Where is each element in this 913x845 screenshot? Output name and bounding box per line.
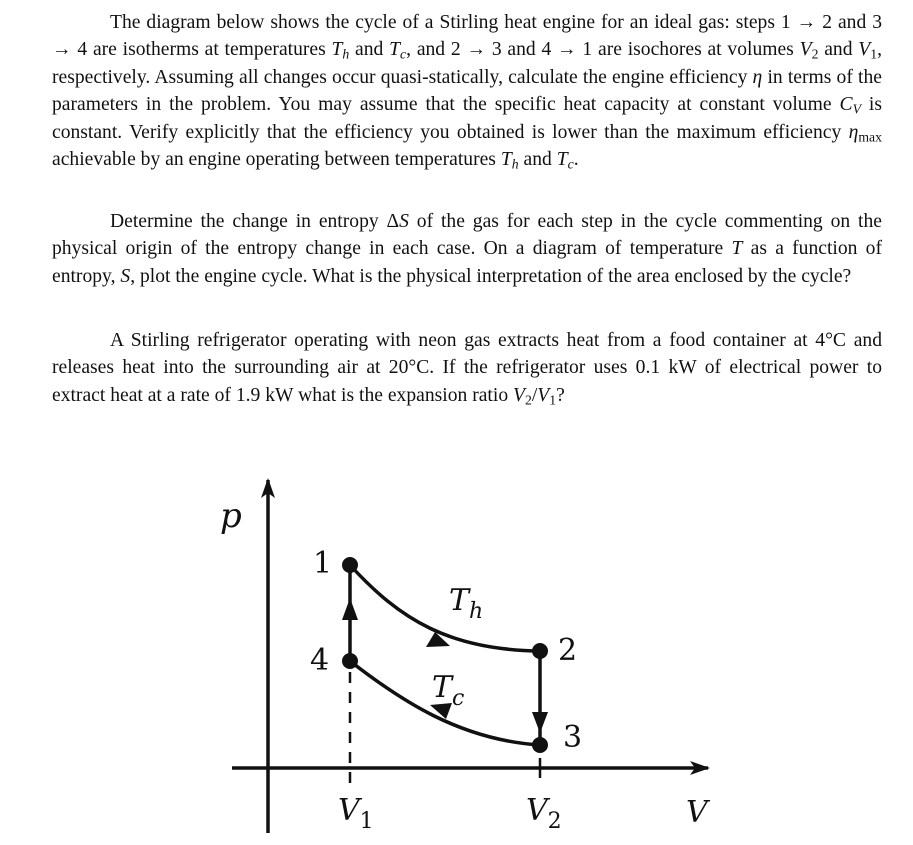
- symbol-th: $T_h$: [331, 39, 350, 62]
- text-run: and: [518, 149, 557, 171]
- point-label-2: 2: [558, 633, 578, 668]
- symbol-tc: $T_c$: [389, 39, 407, 62]
- hot-isotherm-curve: [350, 565, 540, 651]
- text-run: in terms of the parameters in the problem. You may assume that the specific heat capacity at constant volume: [52, 66, 882, 116]
- symbol-eta: η: [752, 66, 763, 88]
- text-run: .: [573, 149, 579, 171]
- symbol-v2: $V_2$: [513, 384, 532, 408]
- symbol-s: S: [399, 211, 409, 232]
- symbol-s: S: [120, 265, 131, 287]
- v1-label: $V_1$: [338, 793, 374, 834]
- v2-label: $V_2$: [526, 793, 562, 834]
- text-run: The diagram below shows the cycle of a Stirling heat engine for an ideal gas: steps 1 → 2 and 3 → 4 are isotherms at temperatures: [52, 12, 882, 61]
- state-point-3: [532, 737, 548, 753]
- arrow-4-1: [342, 598, 358, 620]
- arrow-2-3: [532, 712, 548, 733]
- point-label-4: 4: [310, 643, 330, 678]
- text-run: /: [531, 384, 538, 406]
- th-label: $T_h$: [449, 583, 484, 624]
- state-point-1: [342, 557, 358, 573]
- p-axis-label: p: [220, 496, 242, 536]
- text-run: A Stirling refrigerator operating with neon gas extracts heat from a food container at 4°C and releases heat into the surrounding air at 20°C. If the refrigerator uses 0.1 kW of electrical power to extract heat at a rate of 1.9 kW what is the expansion ratio: [52, 330, 882, 406]
- text-run: , plot the engine cycle. What is the physical interpretation of the area enclosed by the cycle?: [130, 265, 852, 287]
- tc-label: $T_c$: [432, 670, 465, 711]
- text-run: , respectively. Assuming all changes occur quasi-statically, calculate the engine efficiency: [52, 39, 883, 88]
- state-point-2: [532, 643, 548, 659]
- point-label-1: 1: [313, 546, 333, 581]
- text-run: and: [818, 39, 859, 61]
- v-axis-label: V: [686, 795, 708, 830]
- symbol-th: $T_h$: [500, 149, 519, 172]
- symbol-tc: $T_c$: [556, 149, 574, 172]
- text-run: is constant. Verify explicitly that the efficiency you obtained is lower than the maximum efficiency: [52, 94, 882, 143]
- symbol-v1: $V_1$: [858, 39, 878, 62]
- text-run: and: [349, 39, 390, 61]
- text-run: as a function of entropy,: [52, 238, 882, 287]
- symbol-eta-max: $\eta_{max}$: [848, 121, 882, 145]
- problem-paragraph-2: [52, 208, 882, 290]
- symbol-v1: $V_1$: [537, 384, 557, 408]
- text-run: achievable by an engine operating between temperatures: [52, 149, 501, 171]
- state-point-4: [342, 653, 358, 669]
- problem-paragraph-3: [52, 327, 882, 409]
- symbol-v2: $V_2$: [799, 39, 819, 62]
- symbol-cv: $C_V$: [839, 94, 861, 117]
- problem-paragraph-1: [52, 9, 882, 173]
- stirling-pv-diagram: [200, 470, 720, 840]
- symbol-t: T: [731, 238, 743, 260]
- text-run: ?: [556, 384, 565, 406]
- point-label-3: 3: [563, 720, 583, 755]
- text-run: of the gas for each step in the cycle commenting on the physical origin of the entropy change in each case. On a diagram of temperature: [52, 211, 882, 260]
- text-run: , and 2 → 3 and 4 → 1 are isochores at volumes: [406, 39, 800, 61]
- text-run: Determine the change in entropy Δ: [110, 211, 400, 232]
